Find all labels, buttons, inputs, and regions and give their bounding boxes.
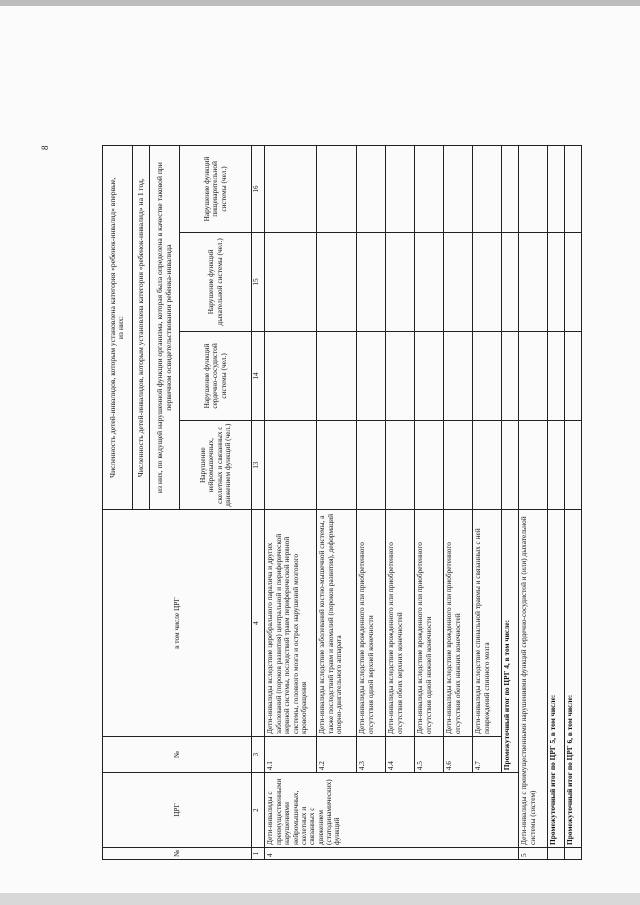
row-text: Дети-инвалиды вследствие врожденного или приобретенного отсутствия одной нижней конечности bbox=[415, 510, 444, 737]
row-num: 4.4 bbox=[386, 737, 415, 773]
cell-15 bbox=[519, 232, 548, 331]
cell-15 bbox=[473, 232, 502, 331]
cell-16 bbox=[317, 146, 357, 233]
cell-13 bbox=[357, 421, 386, 510]
header-crg: ЦРГ bbox=[103, 773, 252, 848]
cell-15 bbox=[317, 232, 357, 331]
scan-edge bbox=[0, 0, 640, 6]
table-row bbox=[317, 146, 357, 860]
cell-13 bbox=[519, 421, 548, 510]
cell-13 bbox=[265, 421, 317, 510]
cell-14 bbox=[444, 331, 473, 420]
cell-14 bbox=[473, 331, 502, 420]
cell-15 bbox=[415, 232, 444, 331]
rotated-table-sheet bbox=[102, 145, 582, 860]
row-num: 4.7 bbox=[473, 737, 502, 773]
cell-13 bbox=[386, 421, 415, 510]
group5-crg: Дети-инвалиды с преимущественными нарушениями функций сердечно-сосудистой и (или) дыхательной системы (систем) bbox=[519, 510, 548, 848]
row-text: Дети-инвалиды вследствие врожденного или приобретенного отсутствия одной верхней конечности bbox=[357, 510, 386, 737]
colnum-4: 4 bbox=[252, 510, 265, 737]
group4-no: 4 bbox=[265, 847, 519, 859]
cell-15 bbox=[548, 232, 565, 331]
colnum-3: 3 bbox=[252, 737, 265, 773]
cell-16 bbox=[357, 146, 386, 233]
header-num: № bbox=[103, 737, 252, 773]
header-band-one-year: Численность детей-инвалидов, которым установлена категория «ребенок-инвалид» на 1 год, bbox=[132, 146, 149, 510]
table-row bbox=[444, 146, 473, 860]
cell-14 bbox=[548, 331, 565, 420]
cell-13 bbox=[415, 421, 444, 510]
group5-no: 5 bbox=[519, 847, 548, 859]
row-num: 4.1 bbox=[265, 737, 317, 773]
colnum-2: 2 bbox=[252, 773, 265, 848]
cell-14 bbox=[564, 331, 581, 420]
cell-15 bbox=[564, 232, 581, 331]
header-no-mark: № bbox=[103, 847, 252, 859]
row-text: Дети-инвалиды вследствие заболеваний костно-мышечной системы, а также последствий травм и аномалий (пороков развития), деформаций опорно-двигательного аппарата bbox=[317, 510, 357, 737]
cell-16 bbox=[265, 146, 317, 233]
column-number-row bbox=[252, 146, 265, 860]
group4-crg: Дети-инвалиды с преимущественными нарушениями нейромышечных, скелетных и связанных с движением (статодинамических) функций bbox=[265, 773, 519, 848]
cell-13 bbox=[317, 421, 357, 510]
cell-15 bbox=[444, 232, 473, 331]
cell-16 bbox=[519, 146, 548, 233]
cell-13 bbox=[502, 421, 519, 510]
group5-subtotal: Промежуточный итог по ЦРГ 5, в том числе: bbox=[548, 510, 565, 848]
cell-13 bbox=[564, 421, 581, 510]
cell-16 bbox=[444, 146, 473, 233]
cell-14 bbox=[357, 331, 386, 420]
cell-14 bbox=[519, 331, 548, 420]
cell-16 bbox=[564, 146, 581, 233]
cell-16 bbox=[502, 146, 519, 233]
subtotal-row bbox=[548, 146, 565, 860]
header-col-15: Нарушение функций дыхательной системы (чел.) bbox=[180, 232, 252, 331]
colnum-16: 16 bbox=[252, 146, 265, 233]
table-row bbox=[519, 146, 548, 860]
row-num: 4.3 bbox=[357, 737, 386, 773]
cell-14 bbox=[502, 331, 519, 420]
page-number: 8 bbox=[40, 145, 50, 150]
cell-16 bbox=[386, 146, 415, 233]
colnum-1: 1 bbox=[252, 847, 265, 859]
subtotal-row bbox=[502, 146, 519, 860]
row-num: 4.2 bbox=[317, 737, 357, 773]
row-text: Дети-инвалиды вследствие церебрального паралича и других заболеваний (пороков развития) центральной и периферической нервной системы, последствий травм периферической нервной системы, головного мозга и острых нарушений мозгового кровообращения bbox=[265, 510, 317, 737]
table-row bbox=[415, 146, 444, 860]
group6-subtotal: Промежуточный итог по ЦРГ 6, в том числе: bbox=[564, 510, 581, 848]
cell-16 bbox=[473, 146, 502, 233]
cell-15 bbox=[357, 232, 386, 331]
table-row bbox=[265, 146, 317, 860]
row-num: 4.6 bbox=[444, 737, 473, 773]
header-col-13: Нарушение нейромышечных, скелетных и связанных с движением функций (чел.) bbox=[180, 421, 252, 510]
cell-15 bbox=[386, 232, 415, 331]
cell-14 bbox=[265, 331, 317, 420]
cell-15 bbox=[502, 232, 519, 331]
group4-subtotal: Промежуточный итог по ЦРГ 4, в том числе: bbox=[502, 510, 519, 773]
blank-cell bbox=[564, 847, 581, 859]
header-band-first-time bbox=[103, 146, 133, 510]
row-text: Дети-инвалиды вследствие врожденного или приобретенного отсутствия обеих нижних конечностей bbox=[444, 510, 473, 737]
cell-16 bbox=[548, 146, 565, 233]
cell-13 bbox=[444, 421, 473, 510]
cell-13 bbox=[473, 421, 502, 510]
header-col-16: Нарушение функций пищеварительной системы (чел.) bbox=[180, 146, 252, 233]
table-row bbox=[357, 146, 386, 860]
cell-13 bbox=[548, 421, 565, 510]
blank-cell bbox=[548, 847, 565, 859]
colnum-15: 15 bbox=[252, 232, 265, 331]
row-text: Дети-инвалиды вследствие спинальной травмы и связанных с ней повреждений спинного мозга bbox=[473, 510, 502, 737]
cell-14 bbox=[386, 331, 415, 420]
cell-16 bbox=[415, 146, 444, 233]
scan-bottom-edge bbox=[0, 893, 640, 905]
header-band-leading-function: из них, по ведущей нарушенной функции организма, которая была определена в качестве таковой при первичном освидетельствовании ребенка-инвалида bbox=[150, 146, 180, 510]
colnum-13: 13 bbox=[252, 421, 265, 510]
header-row-1 bbox=[103, 146, 133, 860]
cell-14 bbox=[415, 331, 444, 420]
table-row bbox=[473, 146, 502, 860]
row-text: Дети-инвалиды вследствие врожденного или приобретенного отсутствия обеих верхних конечностей bbox=[386, 510, 415, 737]
row-num: 4.5 bbox=[415, 737, 444, 773]
header-col-14: Нарушение функций сердечно-сосудистой системы (чел.) bbox=[180, 331, 252, 420]
cell-15 bbox=[265, 232, 317, 331]
table-row bbox=[386, 146, 415, 860]
header-row1b-text: из них: bbox=[116, 316, 126, 340]
header-row1-text: Численность детей-инвалидов, которым установлена категория «ребенок-инвалид» впервые, bbox=[107, 177, 117, 478]
colnum-14: 14 bbox=[252, 331, 265, 420]
subtotal-row bbox=[564, 146, 581, 860]
cell-14 bbox=[317, 331, 357, 420]
header-included: в том числе ЦРГ bbox=[103, 510, 252, 737]
disability-table bbox=[102, 145, 582, 860]
